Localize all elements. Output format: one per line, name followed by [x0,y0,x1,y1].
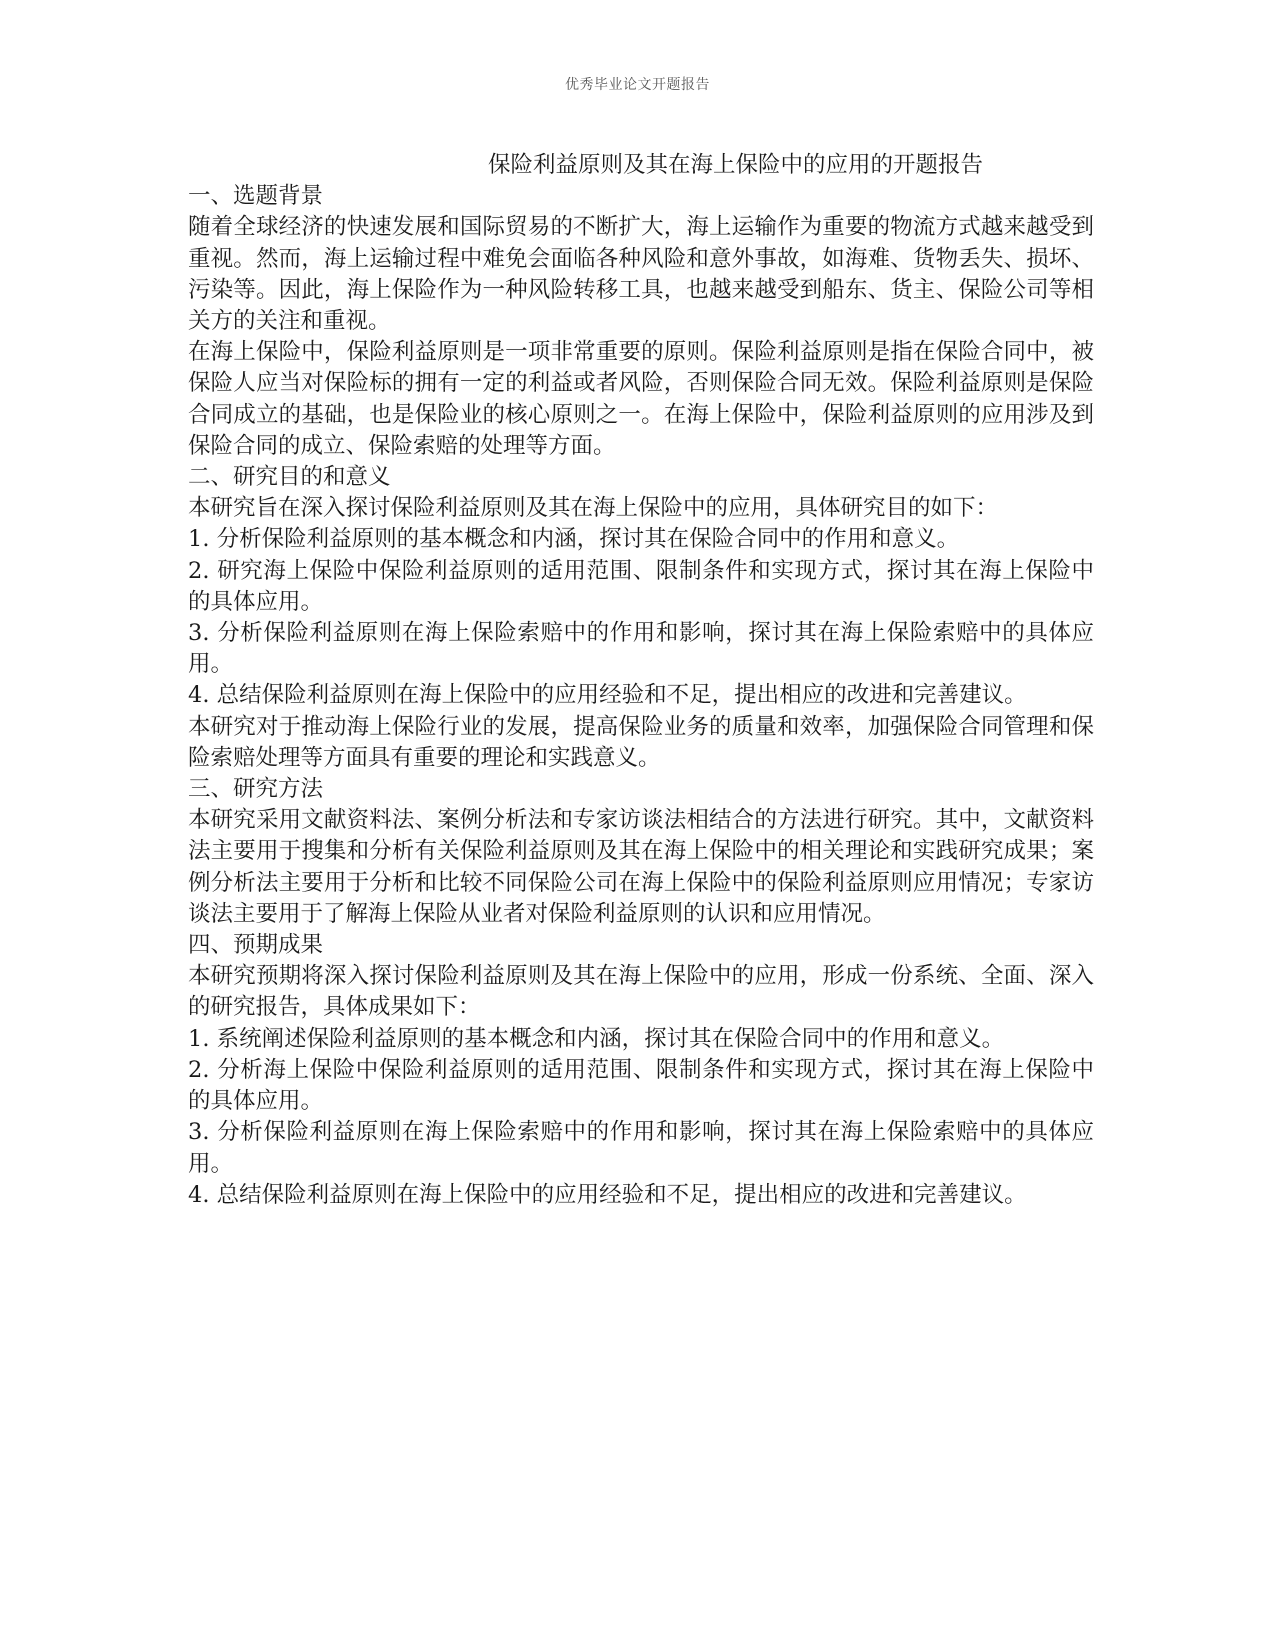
paragraph-purpose-intro: 本研究旨在深入探讨保险利益原则及其在海上保险中的应用，具体研究目的如下： [188,495,999,522]
document-body [188,150,1094,1211]
running-header: 优秀毕业论文开题报告 [565,77,710,93]
purpose-item-2: 2. 研究海上保险中保险利益原则的适用范围、限制条件和实现方式，探讨其在海上保险中的具体应用。 [188,557,1094,615]
outcome-item-2: 2. 分析海上保险中保险利益原则的适用范围、限制条件和实现方式，探讨其在海上保险中的具体应用。 [188,1056,1094,1115]
paragraph-method: 本研究采用文献资料法、案例分析法和专家访谈法相结合的方法进行研究。其中，文献资料法主要用于搜集和分析有关保险利益原则及其在海上保险中的相关理论和实践研究成果；案例分析法主要用于分析和比较不同保险公司在海上保险中的保险利益原则应用情况；专家访谈法主要用于了解海上保险从业者对保险利益原则的认识和应用情况。 [188,807,1094,927]
outcome-item-1: 1. 系统阐述保险利益原则的基本概念和内涵，探讨其在保险合同中的作用和意义。 [188,1025,1005,1052]
outcome-item-3: 3. 分析保险利益原则在海上保险索赔中的作用和影响，探讨其在海上保险索赔中的具体应用。 [188,1119,1094,1177]
section-heading-method: 三、研究方法 [188,776,324,803]
paragraph-background-1: 随着全球经济的快速发展和国际贸易的不断扩大，海上运输作为重要的物流方式越来越受到重视。然而，海上运输过程中难免会面临各种风险和意外事故，如海难、货物丢失、损坏、污染等。因此，海上保险作为一种风险转移工具，也越来越受到船东、货主、保险公司等相关方的关注和重视。 [188,214,1094,335]
document-title: 保险利益原则及其在海上保险中的应用的开题报告 [488,152,984,178]
purpose-item-3: 3. 分析保险利益原则在海上保险索赔中的作用和影响，探讨其在海上保险索赔中的具体应用。 [188,620,1094,678]
paragraph-significance: 本研究对于推动海上保险行业的发展，提高保险业务的质量和效率，加强保险合同管理和保险索赔处理等方面具有重要的理论和实践意义。 [188,713,1094,771]
section-heading-outcomes: 四、预期成果 [188,932,324,959]
section-heading-purpose: 二、研究目的和意义 [188,464,391,491]
paragraph-outcomes-intro: 本研究预期将深入探讨保险利益原则及其在海上保险中的应用，形成一份系统、全面、深入的研究报告，具体成果如下： [188,963,1094,1021]
purpose-item-4: 4. 总结保险利益原则在海上保险中的应用经验和不足，提出相应的改进和完善建议。 [188,682,1027,709]
paragraph-background-2: 在海上保险中，保险利益原则是一项非常重要的原则。保险利益原则是指在保险合同中，被保险人应当对保险标的拥有一定的利益或者风险，否则保险合同无效。保险利益原则是保险合同成立的基础，也是保险业的核心原则之一。在海上保险中，保险利益原则的应用涉及到保险合同的成立、保险索赔的处理等方面。 [188,339,1094,459]
outcome-item-4: 4. 总结保险利益原则在海上保险中的应用经验和不足，提出相应的改进和完善建议。 [188,1181,1027,1208]
section-heading-background: 一、选题背景 [188,183,324,210]
purpose-item-1: 1. 分析保险利益原则的基本概念和内涵，探讨其在保险合同中的作用和意义。 [188,526,960,553]
